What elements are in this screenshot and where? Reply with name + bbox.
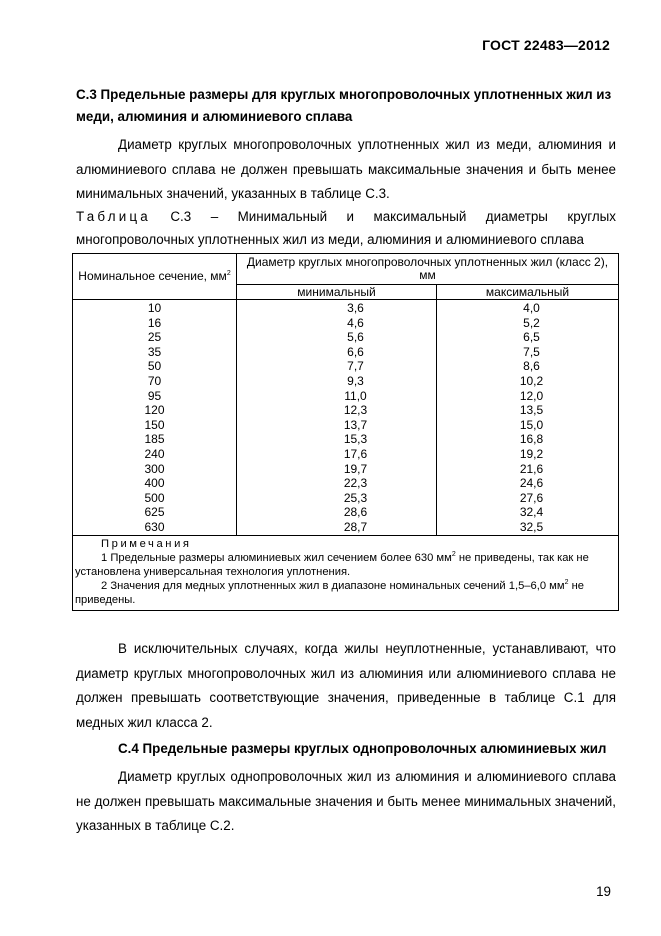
table-row: [73, 491, 619, 506]
table-row: [73, 403, 619, 418]
cell-nominal-section: 25: [73, 330, 237, 345]
table-row: [73, 330, 619, 345]
col-group-header-diameter: Диаметр круглых многопроволочных уплотненных жил (класс 2), мм: [237, 254, 619, 285]
cell-max-diameter: 24,6: [437, 476, 619, 491]
table-notes: [73, 535, 619, 610]
cell-min-diameter: 15,3: [237, 432, 437, 447]
section-c4-heading: С.4 Предельные размеры круглых однопроволочных алюминиевых жил: [118, 741, 607, 756]
table-row: [73, 316, 619, 331]
table-caption: [76, 206, 616, 251]
cell-nominal-section: 35: [73, 345, 237, 360]
cell-min-diameter: 3,6: [237, 300, 437, 316]
table-row: [73, 359, 619, 374]
cell-min-diameter: 22,3: [237, 476, 437, 491]
col-header-nominal-section: Номинальное сечение, $мм^2$: [73, 254, 237, 300]
table-row: [73, 520, 619, 535]
cell-max-diameter: 8,6: [437, 359, 619, 374]
cell-max-diameter: 5,2: [437, 316, 619, 331]
cell-max-diameter: 6,5: [437, 330, 619, 345]
cell-max-diameter: 27,6: [437, 491, 619, 506]
col-header-min: минимальный: [237, 285, 437, 300]
table-row: [73, 389, 619, 404]
cell-nominal-section: 120: [73, 403, 237, 418]
note-1: 1 Предельные размеры алюминиевых жил сечением более 630 $мм^2$ не приведены, так как не установлена универсальная технология уплотнения.: [75, 550, 589, 578]
table-caption-word: Таблица: [76, 209, 151, 224]
table-row: [73, 418, 619, 433]
cell-nominal-section: 70: [73, 374, 237, 389]
cell-max-diameter: 32,5: [437, 520, 619, 535]
cell-nominal-section: 185: [73, 432, 237, 447]
section-c3-heading: С.3 Предельные размеры для круглых многопроволочных уплотненных жил из меди, алюминия и алюминиевого сплава: [76, 87, 612, 124]
cell-min-diameter: 9,3: [237, 374, 437, 389]
table-row: [73, 345, 619, 360]
cell-max-diameter: 13,5: [437, 403, 619, 418]
paragraph-unconsolidated: В исключительных случаях, когда жилы неуплотненные, устанавливают, что диаметр круглых многопроволочных жил из алюминия или алюминиевого сплава не должен превышать соответствующие значения, приведенные в таблице С.1 для медных жил класса 2.: [76, 641, 616, 730]
cell-nominal-section: 150: [73, 418, 237, 433]
cell-max-diameter: 10,2: [437, 374, 619, 389]
cell-nominal-section: 10: [73, 300, 237, 316]
cell-min-diameter: 7,7: [237, 359, 437, 374]
cell-nominal-section: 500: [73, 491, 237, 506]
cell-min-diameter: 5,6: [237, 330, 437, 345]
cell-min-diameter: 11,0: [237, 389, 437, 404]
cell-min-diameter: 28,7: [237, 520, 437, 535]
cell-min-diameter: 4,6: [237, 316, 437, 331]
cell-min-diameter: 25,3: [237, 491, 437, 506]
page-number: 19: [596, 884, 611, 899]
cell-nominal-section: 630: [73, 520, 237, 535]
cell-max-diameter: 7,5: [437, 345, 619, 360]
cell-max-diameter: 12,0: [437, 389, 619, 404]
table-row: [73, 447, 619, 462]
cell-max-diameter: 19,2: [437, 447, 619, 462]
cell-min-diameter: 28,6: [237, 505, 437, 520]
section-c3-paragraph: Диаметр круглых многопроволочных уплотненных жил из меди, алюминия и алюминиевого сплава не должен превышать максимальные значения и быть менее минимальных значений, указанных в таблице С.3.: [76, 137, 616, 201]
cell-nominal-section: 240: [73, 447, 237, 462]
cell-max-diameter: 32,4: [437, 505, 619, 520]
table-caption-text: С.3 – Минимальный и максимальный диаметры круглых многопроволочных уплотненных жил из меди, алюминия и алюминиевого сплава: [76, 209, 616, 247]
table-row: [73, 432, 619, 447]
table-row: [73, 462, 619, 477]
cell-max-diameter: 16,8: [437, 432, 619, 447]
table-row: [73, 374, 619, 389]
note-2: 2 Значения для медных уплотненных жил в диапазоне номинальных сечений 1,5–6,0 $мм^2$ не приведены.: [75, 578, 584, 606]
cell-min-diameter: 13,7: [237, 418, 437, 433]
table-row: [73, 505, 619, 520]
cell-min-diameter: 12,3: [237, 403, 437, 418]
cell-nominal-section: 625: [73, 505, 237, 520]
cell-max-diameter: 4,0: [437, 300, 619, 316]
cell-nominal-section: 95: [73, 389, 237, 404]
table-row: [73, 300, 619, 316]
table-row: [73, 476, 619, 491]
standard-designation: ГОСТ 22483—2012: [482, 37, 610, 53]
cell-min-diameter: 19,7: [237, 462, 437, 477]
cell-nominal-section: 50: [73, 359, 237, 374]
cell-min-diameter: 17,6: [237, 447, 437, 462]
notes-title: Примечания: [101, 537, 192, 550]
section-c4-paragraph: Диаметр круглых однопроволочных жил из алюминия и алюминиевого сплава не должен превышать максимальные значения и быть менее минимальных значений, указанных в таблице С.2.: [76, 769, 616, 833]
col-header-max: максимальный: [437, 285, 619, 300]
cell-min-diameter: 6,6: [237, 345, 437, 360]
cell-nominal-section: 16: [73, 316, 237, 331]
cell-nominal-section: 400: [73, 476, 237, 491]
cell-max-diameter: 15,0: [437, 418, 619, 433]
diameter-table: [72, 253, 619, 611]
cell-max-diameter: 21,6: [437, 462, 619, 477]
cell-nominal-section: 300: [73, 462, 237, 477]
